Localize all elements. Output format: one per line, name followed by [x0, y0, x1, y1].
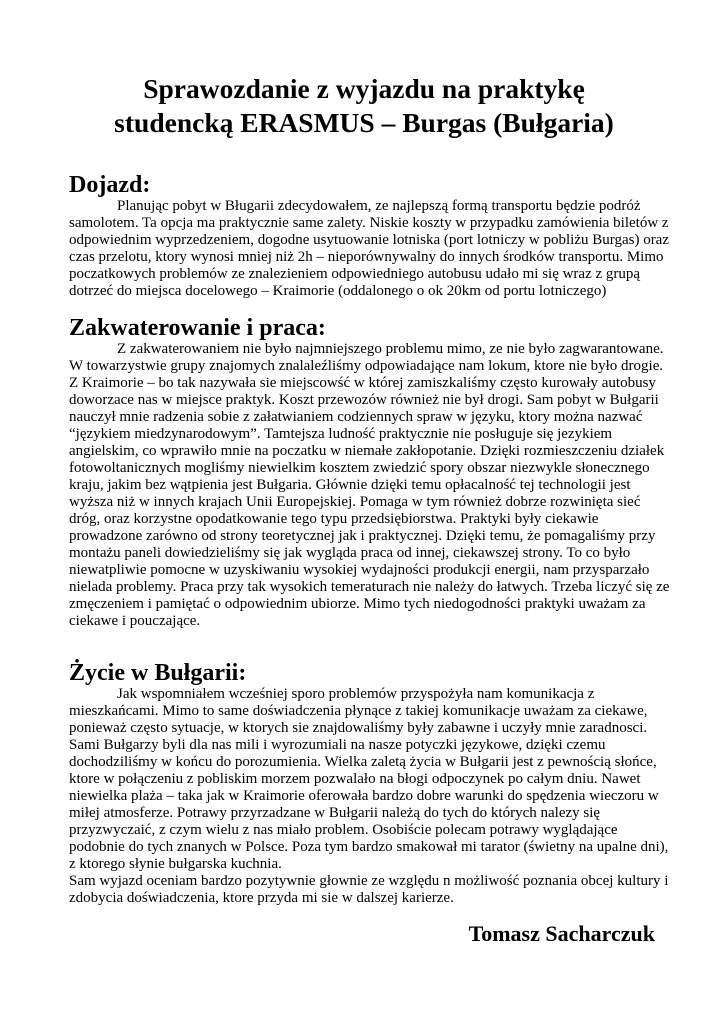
text-line: ponieważ często sytuacje, w ktorych sie znajdowaliśmy były zabawne i uczyły mnie zaradnosci.: [69, 720, 648, 736]
author-signature: Tomasz Sacharczuk: [468, 921, 655, 946]
section-body-zycie: [69, 686, 669, 907]
text-line: czas przelotu, ktory wynosi mniej niż 2h – nieporównywalny do innych środków transportu. Mimo: [69, 249, 664, 265]
section-body-zakwaterowanie: [69, 341, 670, 630]
text-line: Planując pobyt w Bługarii zdecydowałem, ze najlepszą formą transportu będzie podróż: [117, 198, 641, 214]
text-line: nielada problemy. Praca przy tak wysokich temeraturach nie należy do łatwych. Trzeba liczyć się ze: [69, 579, 670, 595]
text-line: miłej atmosferze. Potrawy przyrzadzane w Bułgarii należą do tych do których nalezy się: [69, 805, 601, 821]
text-line: wyższa niż w innych krajach Unii Europejskiej. Pomaga w tym również dobrze rozwinięta sieć: [69, 494, 641, 510]
section-heading-zakwaterowanie: Zakwaterowanie i praca:: [69, 315, 326, 341]
text-line: montażu paneli dowiedzieliśmy się jak wygląda praca od innej, ciekawszej strony. To co było: [69, 545, 631, 561]
text-line: kraju, jakim bez wątpienia jest Bułgaria. Głównie dzięki temu opłacalność tej technologii jest: [69, 477, 631, 493]
section-heading-zycie: Życie w Bułgarii:: [69, 660, 247, 686]
text-line: podobnie do tych znanych w Polsce. Poza tym bardzo smakował mi tarator (świetny na upalne dni),: [69, 839, 669, 855]
text-line: dróg, oraz korzystne opodatkowanie tego typu przedsiębiorstwa. Praktyki były ciekawie: [69, 511, 599, 527]
section-heading-dojazd: Dojazd:: [69, 172, 151, 198]
text-line: niewatpliwie pomocne w uzyskiwaniu wysokiej wydajności produkcji energii, nam przysparzało: [69, 562, 650, 578]
text-line: z ktorego słynie bułgarska kuchnia.: [69, 856, 282, 872]
text-line: nauczył mnie radzenia sobie z załatwianiem codziennych spraw w języku, ktory można nazwać: [69, 409, 643, 425]
text-line: dochodziliśmy w końcu do porozumienia. Wielka zaletą życia w Bułgarii jest z pewnością słońce,: [69, 754, 657, 770]
text-line: niewielka plaża – taka jak w Kraimorie oferowała bardzo dobre warunki do spędzenia wieczoru w: [69, 788, 659, 804]
text-line: mieszkańcami. Mimo to same doświadczenia płynące z takiej komunikacje uważam za ciekawe,: [69, 703, 648, 719]
text-line: samolotem. Ta opcja ma praktycznie same zalety. Niskie koszty w przypadku zamówienia biletów z: [69, 215, 669, 231]
text-line: Sam wyjazd oceniam bardzo pozytywnie głownie ze względu n możliwość poznania obcej kultury i: [69, 873, 669, 889]
document-page: [69, 72, 670, 947]
section-dojazd: [69, 172, 669, 300]
section-zakwaterowanie: [69, 315, 670, 630]
text-line: poczatkowych problemów ze znalezieniem odpowiedniego autobusu udało mi się wraz z grupą: [69, 266, 641, 282]
text-line: ktore w połączeniu z pobliskim morzem pozwalało na błogi odpoczynek po całym dniu. Nawet: [69, 771, 641, 787]
text-line: przyzwyczaić, z czym wielu z nas miało problem. Osobiście polecam potrawy wyglądające: [69, 822, 618, 838]
text-line: “językiem miedzynarodowym”. Tamtejsza ludność praktycznie nie posługuje się jezykiem: [69, 426, 613, 442]
text-line: angielskim, co wprawiło mnie na poczatku w niemałe zakłopotanie. Dzięki rozmieszczeniu działek: [69, 443, 665, 459]
text-line: Z zakwaterowaniem nie było najmniejszego problemu mimo, ze nie było zagwarantowane.: [117, 341, 664, 357]
text-line: doworzace nas w miejsce praktyk. Koszt przewozów również nie był drogi. Sam pobyt w Bułgarii: [69, 392, 659, 408]
document-title: [69, 72, 659, 140]
text-line: Sami Bułgarzy byli dla nas mili i wyrozumiali na nasze potyczki językowe, dzięki czemu: [69, 737, 606, 753]
text-line: zmęczeniem i pamiętać o odpowiednim ubiorze. Mimo tych niedogodności praktyki uważam za: [69, 596, 646, 612]
title-line-1: Sprawozdanie z wyjazdu na praktykę: [143, 73, 585, 104]
text-line: dotrzeć do miejsca docelowego – Kraimorie (oddalonego o ok 20km od portu lotniczego): [69, 283, 607, 299]
text-line: ciekawe i pouczające.: [69, 613, 201, 629]
text-line: prowadzone zarówno od strony teoretycznej jak i praktycznej. Dzięki temu, że pomagaliśmy przy: [69, 528, 656, 544]
text-line: odpowiednim wyprzedzeniem, dogodne usytuowanie lotniska (port lotniczy w pobliżu Burgas) oraz: [69, 232, 669, 248]
text-line: Z Kraimorie – bo tak nazywała sie miejscowść w której zamiszkaliśmy często kurowały autobusy: [69, 375, 656, 391]
section-zycie: [69, 660, 669, 907]
text-line: fotowoltanicznych mogliśmy niewielkim kosztem zwiedzić spory obszar niezwykle słonecznego: [69, 460, 650, 476]
text-line: W towarzystwie grupy znajomych znalaleźliśmy odpowiadające nam lokum, ktore nie było drogie.: [69, 358, 664, 374]
section-body-dojazd: [69, 198, 669, 300]
text-line: Jak wspomniałem wcześniej sporo problemów przyspożyła nam komunikacja z: [117, 686, 595, 702]
text-line: zdobycia doświadczenia, ktore przyda mi sie w dalszej karierze.: [69, 890, 454, 906]
title-line-2: studencką ERASMUS – Burgas (Bułgaria): [114, 107, 614, 138]
